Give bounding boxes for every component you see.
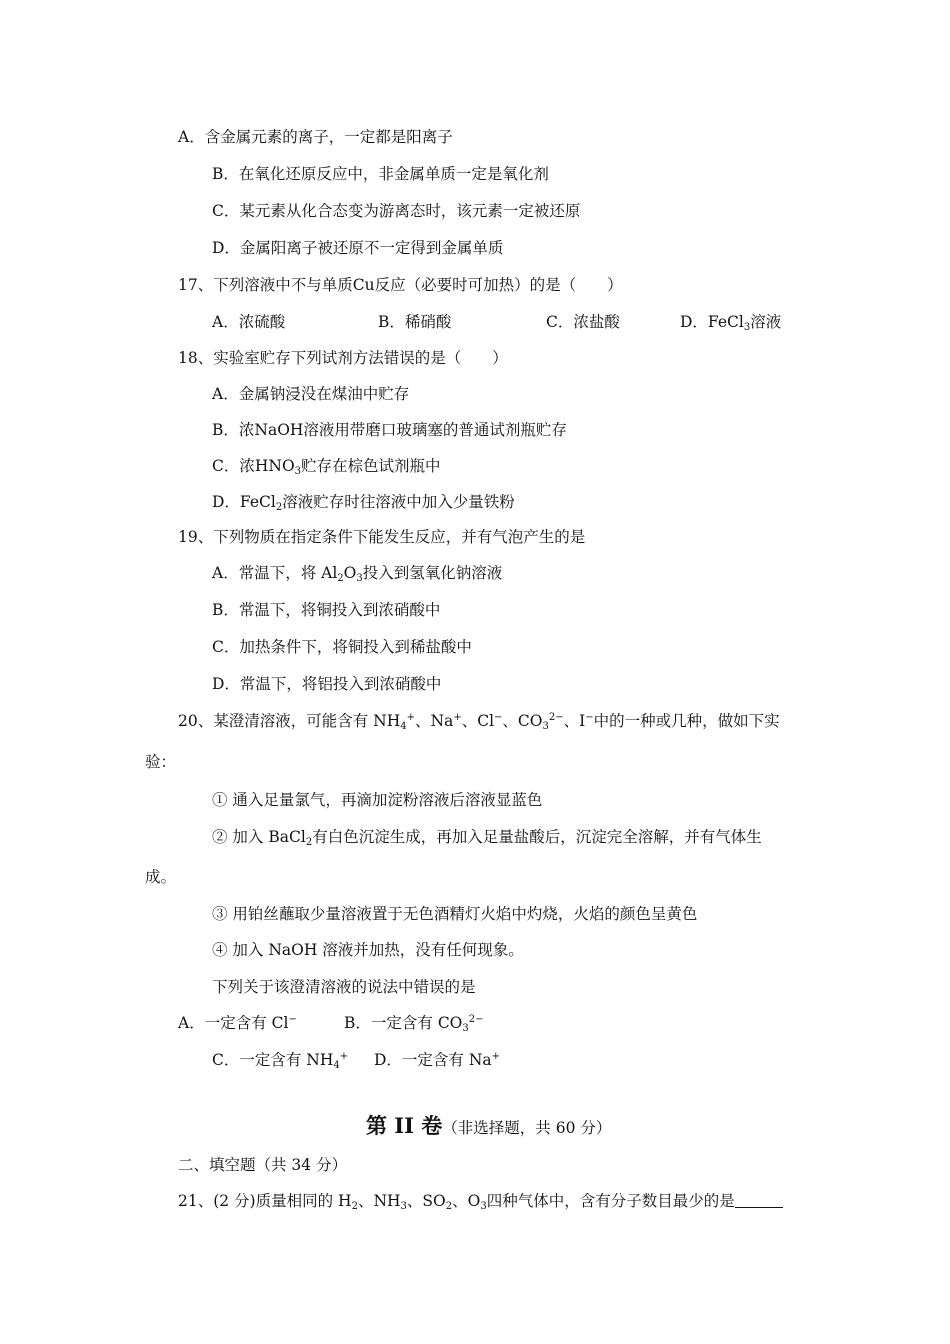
q16-option-c: C．某元素从化合态变为游离态时，该元素一定被还原 [212,202,581,220]
q21-stem: 21、(2 分)质量相同的 $H_2$、$NH_3$、$SO_2$、$O_3$四种气体中，含有分子数目最少的是 [178,1191,783,1211]
q20-experiment-3: ③ 用铂丝蘸取少量溶液置于无色酒精灯火焰中灼烧，火焰的颜色呈黄色 [212,905,698,923]
answer-blank[interactable] [735,1193,783,1208]
q17-option-d: D．FeCl$_3$溶液 [680,313,782,333]
q16-option-a: A．含金属元素的离子，一定都是阳离子 [178,128,453,146]
q18-stem: 18、实验室贮存下列试剂方法错误的是（ ） [178,349,508,367]
q20-experiment-2-continued: 成。 [145,868,177,886]
section-heading: 二、填空题（共 34 分） [178,1156,348,1174]
q19-option-a: A．常温下，将 $Al_2O_3$投入到氢氧化钠溶液 [212,564,503,584]
q19-option-d: D．常温下，将铝投入到浓硝酸中 [212,675,442,693]
q17-option-b: B．稀硝酸 [378,313,452,331]
q17-option-a: A．浓硫酸 [212,313,286,331]
q20-option-d: D．一定含有 Na+ [374,1051,501,1069]
q17-stem: 17、下列溶液中不与单质Cu反应（必要时可加热）的是（ ） [178,276,623,294]
q20-question: 下列关于该澄清溶液的说法中错误的是 [212,978,476,996]
q20-stem: 20、某澄清溶液，可能含有 $NH_4^+$、Na+、Cl−、$CO_3^{2-}$、I−中的一种或几种，做如下实 [178,712,780,732]
q18-option-d: D．FeCl$_2$溶液贮存时往溶液中加入少量铁粉 [212,493,515,513]
q16-option-d: D．金属阳离子被还原不一定得到金属单质 [212,239,504,257]
q20-option-b: B．一定含有 $CO_3^{2-}$ [344,1014,484,1034]
q18-option-b: B．浓NaOH溶液用带磨口玻璃塞的普通试剂瓶贮存 [212,421,567,439]
q20-stem-continued: 验： [145,753,177,771]
q20-experiment-1: ① 通入足量氯气，再滴加淀粉溶液后溶液显蓝色 [212,791,543,809]
q17-option-c: C．浓盐酸 [546,313,620,331]
part2-title: 第 II 卷 [366,1113,443,1138]
q20-experiment-2: ② 加入 BaCl$_2$有白色沉淀生成，再加入足量盐酸后，沉淀完全溶解，并有气体生 [212,828,762,848]
q19-stem: 19、下列物质在指定条件下能发生反应，并有气泡产生的是 [178,528,586,546]
q18-option-c: C．浓$HNO_3$贮存在棕色试剂瓶中 [212,457,441,477]
q20-option-c: C．一定含有 $NH_4^+$ [212,1051,349,1071]
q20-experiment-4: ④ 加入 NaOH 溶液并加热，没有任何现象。 [212,941,524,959]
part2-subtitle: （非选择题，共 60 分） [442,1119,612,1137]
q20-option-a: A．一定含有 Cl− [178,1014,297,1032]
q16-option-b: B．在氧化还原反应中，非金属单质一定是氧化剂 [212,165,549,183]
q19-option-b: B．常温下，将铜投入到浓硝酸中 [212,601,441,619]
q18-option-a: A．金属钠浸没在煤油中贮存 [212,385,410,403]
part2-heading [366,1114,611,1140]
q19-option-c: C．加热条件下，将铜投入到稀盐酸中 [212,638,472,656]
